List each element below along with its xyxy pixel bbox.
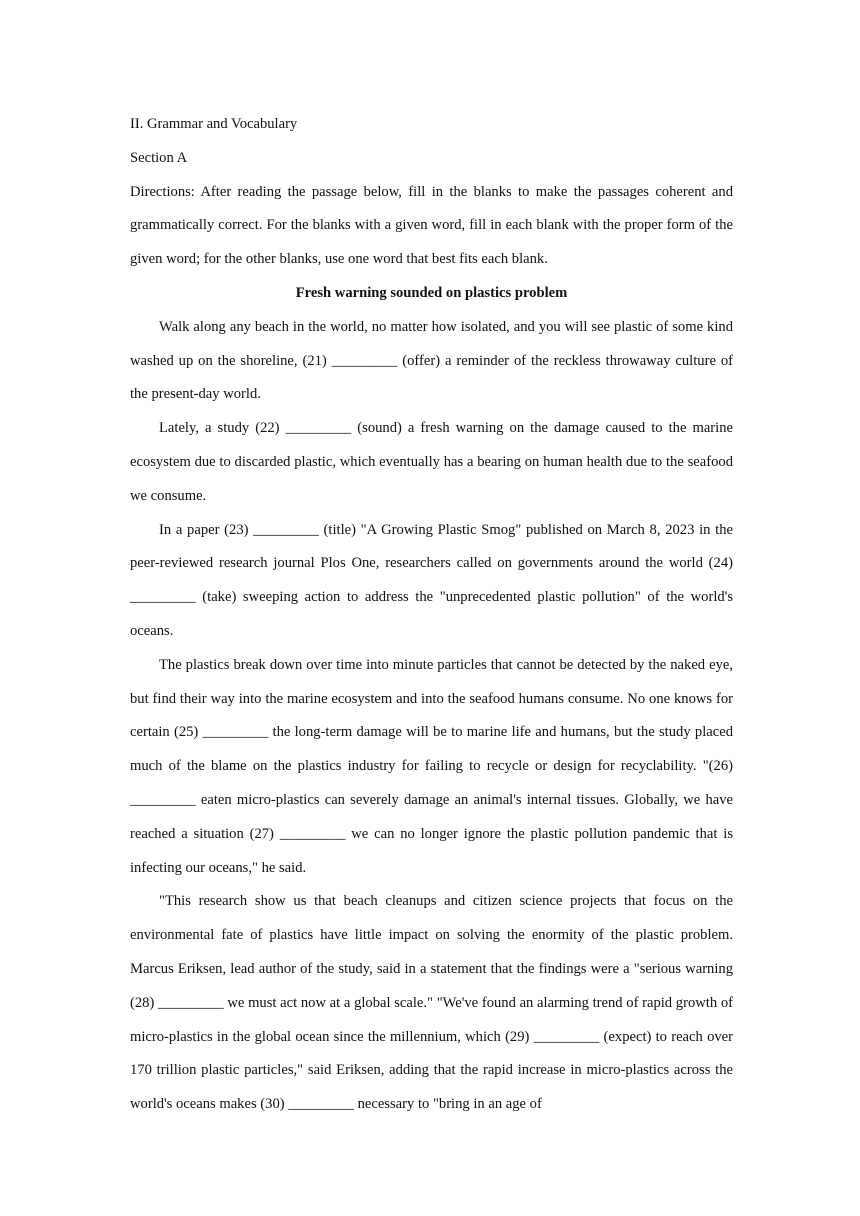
- paragraph-2: Lately, a study (22) _________ (sound) a fresh warning on the damage caused to the marine ecosystem due to discarded plastic, which eventually has a bearing on human health due to the seafood we consume.: [130, 420, 733, 504]
- directions-text: Directions: After reading the passage below, fill in the blanks to make the passages coherent and grammatically correct. For the blanks with a given word, fill in each blank with the proper form of the given word; for the other blanks, use one word that best fits each blank.: [130, 183, 733, 268]
- paragraph-5: "This research show us that beach cleanups and citizen science projects that focus on the environmental fate of plastics have little impact on solving the enormity of the plastic problem. Marcus Eriksen, lead author of the study, said in a statement that the findings were a "serious warning (28) _________ we must act now at a global scale." "We've found an alarming trend of rapid growth of micro-plastics in the global ocean since the millennium, which (29) _________ (expect) to reach over 170 trillion plastic particles," said Eriksen, adding that the rapid increase in micro-plastics across the world's oceans makes (30) _________ necessary to "bring in an age of: [130, 893, 733, 1113]
- passage-title: Fresh warning sounded on plastics problem: [295, 284, 568, 301]
- section-heading: Section A: [130, 149, 188, 166]
- document-page: [130, 108, 733, 1122]
- part-heading: II. Grammar and Vocabulary: [130, 116, 298, 132]
- paragraph-1: Walk along any beach in the world, no matter how isolated, and you will see plastic of some kind washed up on the shoreline, (21) _________ (offer) a reminder of the reckless throwaway culture of the present-day world.: [130, 318, 733, 403]
- paragraph-4: The plastics break down over time into minute particles that cannot be detected by the naked eye, but find their way into the marine ecosystem and into the seafood humans consume. No one knows for certain (25) _________ the long-term damage will be to marine life and humans, but the study placed much of the blame on the plastics industry for failing to recycle or design for recyclability. "(26) _________ eaten micro-plastics can severely damage an animal's internal tissues. Globally, we have reached a situation (27) _________ we can no longer ignore the plastic pollution pandemic that is infecting our oceans," he said.: [130, 656, 733, 876]
- paragraph-3: In a paper (23) _________ (title) "A Growing Plastic Smog" published on March 8, 2023 in the peer-reviewed research journal Plos One, researchers called on governments around the world (24) _________ (take) sweeping action to address the "unprecedented plastic pollution" of the world's oceans.: [130, 521, 733, 639]
